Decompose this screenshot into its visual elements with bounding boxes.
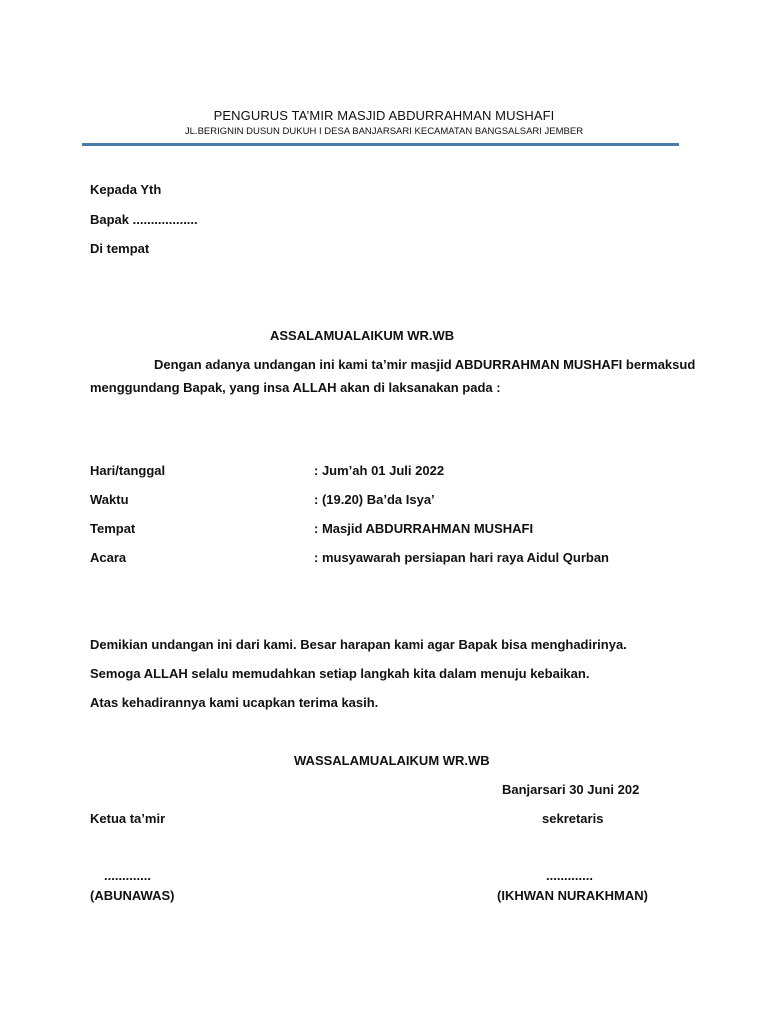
farewell: WASSALAMUALAIKUM WR.WB: [294, 753, 490, 768]
detail-label-place: Tempat: [90, 521, 136, 536]
detail-label-time: Waktu: [90, 492, 129, 507]
signature-left-dots: .............: [104, 868, 151, 883]
detail-value-time: : (19.20) Ba’da Isya’: [314, 492, 435, 507]
signature-right-dots: .............: [546, 868, 593, 883]
org-address: JL.BERIGNIN DUSUN DUKUH I DESA BANJARSARI KECAMATAN BANGSALSARI JEMBER: [184, 126, 584, 137]
greeting: ASSALAMUALAIKUM WR.WB: [270, 328, 455, 343]
signature-left-name: (ABUNAWAS): [90, 888, 175, 903]
detail-value-event: : musyawarah persiapan hari raya Aidul Qurban: [314, 550, 610, 565]
header-divider: [82, 143, 679, 146]
place-date: Banjarsari 30 Juni 202: [502, 782, 640, 797]
detail-value-place: : Masjid ABDURRAHMAN MUSHAFI: [314, 521, 534, 536]
signature-right-name: (IKHWAN NURAKHMAN): [497, 888, 648, 903]
intro-line-1: Dengan adanya undangan ini kami ta’mir masjid ABDURRAHMAN MUSHAFI bermaksud: [154, 357, 696, 372]
recipient-line-3: Di tempat: [90, 241, 150, 256]
recipient-line-1: Kepada Yth: [90, 182, 162, 197]
signature-left-title: Ketua ta’mir: [90, 811, 166, 826]
detail-label-event: Acara: [90, 550, 127, 565]
detail-label-date: Hari/tanggal: [90, 463, 166, 478]
detail-value-date: : Jum’ah 01 Juli 2022: [314, 463, 445, 478]
closing-line-3: Atas kehadirannya kami ucapkan terima kasih.: [90, 695, 379, 710]
intro-line-2: menggundang Bapak, yang insa ALLAH akan di laksanakan pada :: [90, 380, 501, 395]
closing-line-2: Semoga ALLAH selalu memudahkan setiap langkah kita dalam menuju kebaikan.: [90, 666, 590, 681]
signature-right-title: sekretaris: [542, 811, 604, 826]
org-name: PENGURUS TA’MIR MASJID ABDURRAHMAN MUSHAFI: [213, 108, 555, 123]
closing-line-1: Demikian undangan ini dari kami. Besar harapan kami agar Bapak bisa menghadirinya.: [90, 637, 627, 652]
recipient-line-2: Bapak ..................: [90, 212, 198, 227]
